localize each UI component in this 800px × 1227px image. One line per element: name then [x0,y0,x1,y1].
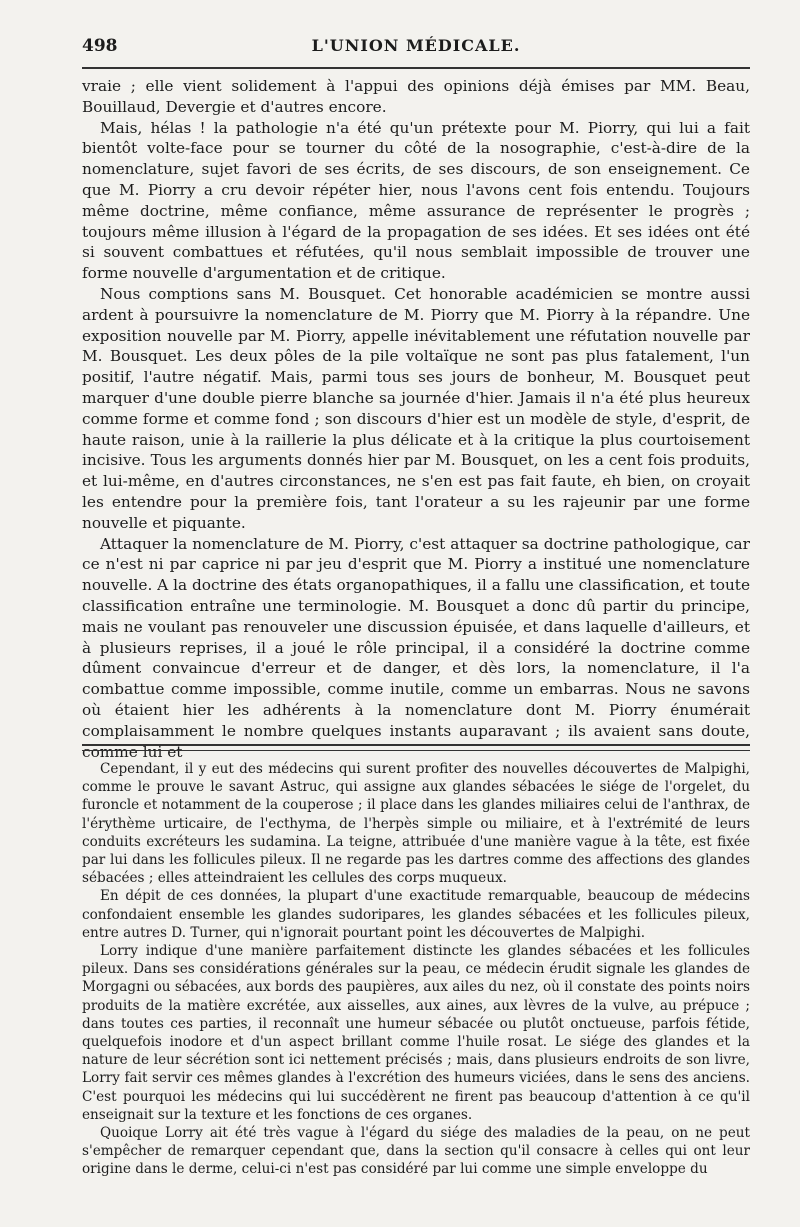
feuilleton-paragraph: En dépit de ces données, la plupart d'une exactitude remarquable, beaucoup de médecins confondaient ensemble les glandes sudoripares, les glandes sébacées et les follicules pileux, entre autres D. Turner, qui n'ignorait pourtant point les découvertes de Malpighi. [82,888,750,941]
main-paragraph: vraie ; elle vient solidement à l'appui des opinions déjà émises par MM. Beau, Bouillaud, Devergie et d'autres encore. [82,77,750,116]
feuilleton-paragraph: Cependant, il y eut des médecins qui surent profiter des nouvelles découvertes de Malpighi, comme le prouve le savant Astruc, qui assigne aux glandes sébacées le siége de l'orgelet, du furoncle et notamment de la couperose ; il place dans les glandes miliaires celui de l'anthrax, de l'érythème urticaire, de l'ecthyma, de l'herpès simple ou miliaire, et à l'extrémité de leurs conduits excréteurs les sudamina. La teigne, attribuée d'une manière vague à la tête, est fixée par lui dans les follicules pileux. Il ne regarde pas les dartres comme des affections des glandes sébacées ; elles atteindraient les cellules des corps muqueux. [82,761,750,887]
feuilleton-rule [82,744,750,751]
main-text [82,76,750,762]
feuilleton-paragraph: Lorry indique d'une manière parfaitement distincte les glandes sébacées et les follicules pileux. Dans ses considérations générales sur la peau, ce médecin érudit signale les glandes de Morgagni ou sébacées, aux bords des paupières, aux ailes du nez, où il constate des points noirs produits de la matière excrétée, aux aisselles, aux aines, aux lèvres de la vulve, au prépuce ; dans toutes ces parties, il reconnaît une humeur sébacée ou plutôt onctueuse, parfois fétide, quelquefois inodore et d'un aspect brillant comme l'huile rosat. Le siége des glandes et la nature de leur sécrétion sont ici nettement précisés ; mais, dans plusieurs endroits de son livre, Lorry fait servir ces mêmes glandes à l'excrétion des humeurs viciées, dans le sens des anciens. C'est pourquoi les médecins qui lui succédèrent ne firent pas beaucoup d'attention à ce qu'il enseignait sur la texture et les fonctions de ces organes. [82,943,750,1123]
main-paragraph: Attaquer la nomenclature de M. Piorry, c'est attaquer sa doctrine pathologique, car ce n'est ni par caprice ni par jeu d'esprit que M. Piorry a institué une nomenclature nouvelle. A la doctrine des états organopathiques, il a fallu une classification, et toute classification entraîne une terminologie. M. Bousquet a donc dû partir du principe, mais ne voulant pas renouveler une discussion épuisée, et dans laquelle d'ailleurs, et à plusieurs reprises, il a joué le rôle principal, il a considéré la doctrine comme dûment convaincue d'erreur et de danger, et dès lors, la nomenclature, il l'a combattue comme impossible, comme inutile, comme un embarras. Nous ne savons où étaient hier les adhérents à la nomenclature dont M. Piorry énumérait complaisamment le nombre quelques instants auparavant ; ils avaient sans doute, comme lui et [82,534,750,761]
feuilleton-paragraph: Quoique Lorry ait été très vague à l'égard du siége des maladies de la peau, on ne peut s'empêcher de remarquer cependant que, dans la section qu'il consacre à celles qui ont leur origine dans le derme, celui-ci n'est pas considéré par lui comme une simple enveloppe du [82,1125,750,1178]
page-header [82,30,750,60]
page-number: 498 [82,36,118,56]
running-title: L'UNION MÉDICALE. [311,36,521,55]
feuilleton-text [82,760,750,1179]
main-paragraph: Nous comptions sans M. Bousquet. Cet honorable académicien se montre aussi ardent à poursuivre la nomenclature de M. Piorry que M. Piorry à la répandre. Une exposition nouvelle par M. Piorry, appelle inévitablement une réfutation nouvelle par M. Bousquet. Les deux pôles de la pile voltaïque ne sont pas plus fatalement, l'un positif, l'autre négatif. Mais, parmi tous ses jours de bonheur, M. Bousquet peut marquer d'une double pierre blanche sa journée d'hier. Jamais il n'a été plus heureux comme forme et comme fond ; son discours d'hier est un modèle de style, d'esprit, de haute raison, unie à la raillerie la plus délicate et à la critique la plus courtoisement incisive. Tous les arguments donnés hier par M. Bousquet, on les a cent fois produits, et lui-même, en d'autres circonstances, ne s'en est pas fait faute, eh bien, on croyait les entendre pour la première fois, tant l'orateur a su les rajeunir par une forme nouvelle et piquante. [82,284,750,532]
main-paragraph: Mais, hélas ! la pathologie n'a été qu'un prétexte pour M. Piorry, qui lui a fait bientôt volte-face pour se tourner du côté de la nosographie, c'est-à-dire de la nomenclature, sujet favori de ses écrits, de ses discours, de son enseignement. Ce que M. Piorry a cru devoir répéter hier, nous l'avons cent fois entendu. Toujours même doctrine, même confiance, même assurance de représenter le progrès ; toujours même illusion à l'égard de la propagation de ses idées. Et ses idées ont été si souvent combattues et réfutées, qu'il nous semblait impossible de trouver une forme nouvelle d'argumentation et de critique. [82,118,750,283]
header-rule [82,67,750,69]
